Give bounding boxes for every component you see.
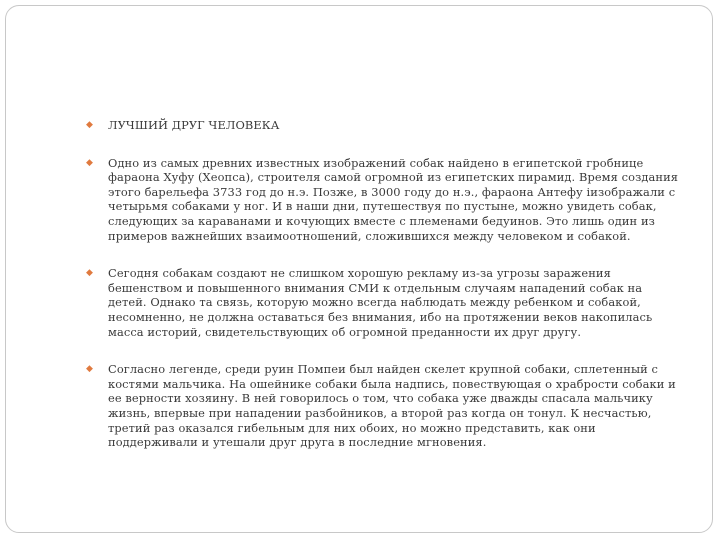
bullet-heading	[84, 118, 684, 133]
diamond-bullet-icon: ◆	[86, 364, 94, 375]
bullet-list	[84, 118, 684, 450]
paragraph-text: Согласно легенде, среди руин Помпеи был найден скелет крупной собаки, сплетенный с костями мальчика. На ошейнике собаки была надпись, повествующая о храбрости собаки и ее верности хозяину. В ней говорилось о том, что собака уже дважды спасала мальчику жизнь, впервые при нападении разбойников, а второй раз когда он тонул. К несчастью, третий раз оказался гибельным для них обоих, но можно представить, как они поддерживали и утешали друг друга в последние мгновения.	[108, 362, 676, 450]
slide	[5, 5, 713, 533]
bullet-paragraph-1	[84, 156, 684, 244]
heading-text: ЛУЧШИЙ ДРУГ ЧЕЛОВЕКА	[108, 118, 280, 132]
paragraph-text: Одно из самых древних известных изображений собак найдено в египетской гробнице фараона Хуфу (Хеопса), строителя самой огромной из египетских пирамид. Время создания этого барельефа 3733 год до н.э. Позже, в 3000 году до н.э., фараона Антефу iизображали с четырьмя собаками у ног. И в наши дни, путешествуя по пустыне, можно увидеть собак, следующих за караванами и кочующих вместе с племенами бедуинов. Это лишь один из примеров важнейших взаимоотношений, сложившихся между человеком и собакой.	[108, 155, 679, 243]
bullet-paragraph-2	[84, 266, 684, 339]
diamond-bullet-icon: ◆	[86, 120, 94, 130]
diamond-bullet-icon: ◆	[86, 268, 94, 279]
diamond-bullet-icon: ◆	[86, 157, 94, 168]
paragraph-text: Сегодня собакам создают не слишком хорошую рекламу из-за угрозы заражения бешенством и повышенного внимания СМИ к отдельным случаям нападений собак на детей. Однако та связь, которую можно всегда наблюдать между ребенком и собакой, несомненно, не должна оставаться без внимания, ибо на протяжении веков накопилась масса историй, свидетельствующих об огромной преданности их друг другу.	[108, 266, 653, 339]
bullet-paragraph-3	[84, 362, 684, 450]
